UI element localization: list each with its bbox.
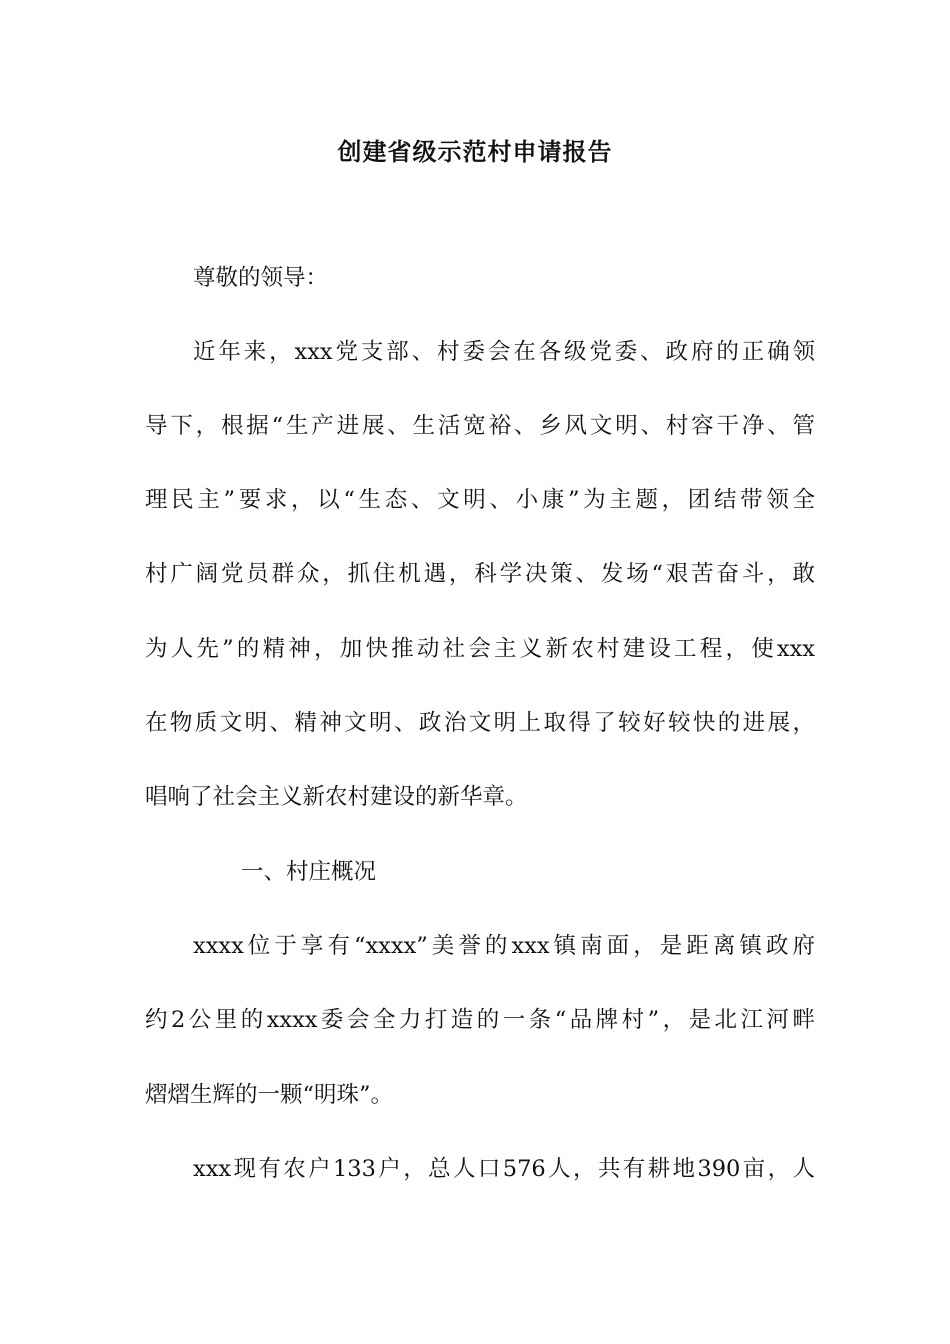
- document-title: 创建省级示范村申请报告: [337, 138, 613, 166]
- section-heading: 一、村庄概况: [241, 859, 377, 885]
- paragraph-line: 熠熠生辉的一颗“明珠”。: [145, 1082, 394, 1108]
- paragraph-line: 村广阔党员群众，抓住机遇，科学决策、发场“艰苦奋斗，敢: [145, 561, 815, 587]
- paragraph-line: 为人先”的精神，加快推动社会主义新农村建设工程，使xxx: [145, 636, 815, 662]
- paragraph-line: 近年来，xxx党支部、村委会在各级党委、政府的正确领: [193, 339, 815, 365]
- paragraph-line: 唱响了社会主义新农村建设的新华章。: [145, 784, 528, 810]
- paragraph-line: 在物质文明、精神文明、政治文明上取得了较好较快的进展，: [145, 710, 815, 736]
- paragraph-line: xxxx位于享有“xxxx”美誉的xxx镇南面，是距离镇政府: [193, 933, 815, 959]
- salutation: 尊敬的领导：: [193, 265, 329, 291]
- paragraph-line: 导下，根据“生产进展、生活宽裕、乡风文明、村容干净、管: [145, 413, 815, 439]
- paragraph-line: xxx现有农户133户，总人口576人，共有耕地390亩，人: [193, 1156, 815, 1182]
- paragraph-line: 约2公里的xxxx委会全力打造的一条“品牌村”，是北江河畔: [145, 1007, 815, 1033]
- paragraph-line: 理民主”要求，以“生态、文明、小康”为主题，团结带领全: [145, 487, 815, 513]
